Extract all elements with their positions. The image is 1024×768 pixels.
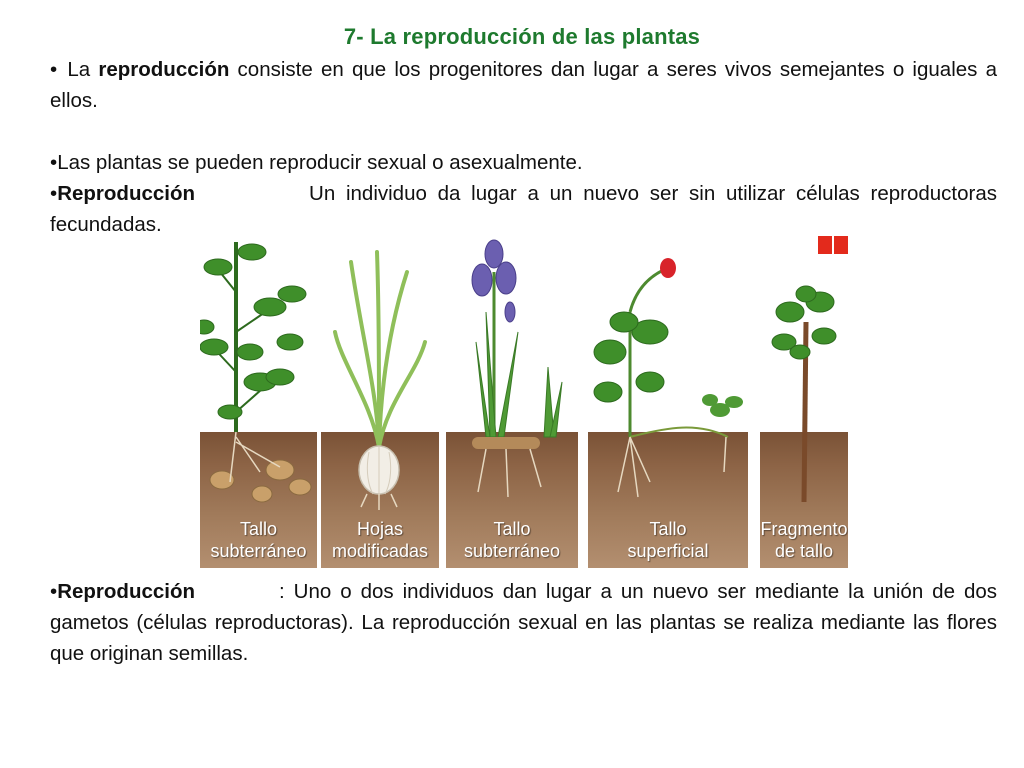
paragraph-sexual — [50, 576, 997, 669]
red-square — [834, 236, 848, 254]
panel-caption — [760, 518, 848, 562]
text: La — [59, 58, 99, 81]
caption-line: modificadas — [331, 541, 429, 561]
bold-term: Reproducción — [57, 580, 196, 603]
panel-stem-cutting — [760, 232, 848, 568]
caption-line: superficial — [627, 541, 709, 561]
paragraph-definition — [50, 54, 997, 116]
bold-term: reproducción — [98, 58, 230, 81]
red-square — [818, 236, 832, 254]
text: Las plantas se pueden reproducir sexual o asexualmente. — [57, 151, 583, 174]
caption-line: subterráneo — [463, 541, 561, 561]
plant-illustration-strip — [200, 232, 848, 568]
paragraph-types — [50, 147, 997, 178]
caption-line: Tallo — [649, 519, 687, 539]
panel-caption — [321, 518, 439, 562]
panel-potato — [200, 232, 317, 568]
text: : Uno o dos individuos dan lugar a un nuevo ser mediante la unión de dos gametos (células reproductoras). La reproducción sexual en las plantas se realiza mediante las flores que originan semillas. — [50, 580, 997, 665]
paragraph-asexual — [50, 178, 997, 240]
bullet: • — [50, 580, 58, 603]
caption-line: subterráneo — [210, 541, 307, 561]
text: Un individuo da lugar a un nuevo ser sin utilizar células reproductoras fecundadas. — [50, 182, 997, 236]
panel-caption — [446, 518, 578, 562]
caption-line: Fragmento — [760, 519, 848, 539]
page-title: 7- La reproducción de las plantas — [343, 24, 701, 49]
caption-line: de tallo — [774, 541, 834, 561]
red-square-marker — [818, 236, 848, 254]
text: consiste en que los progenitores dan lugar a seres vivos semejantes o iguales a ellos. — [50, 58, 997, 112]
panel-strawberry — [588, 232, 748, 568]
panel-caption — [200, 518, 317, 562]
bullet: • — [50, 151, 58, 174]
bullet: • — [50, 58, 58, 81]
panel-caption — [588, 518, 748, 562]
panel-iris — [446, 232, 578, 568]
caption-line: Tallo — [239, 519, 278, 539]
bullet: • — [50, 182, 58, 205]
caption-line: Tallo — [493, 519, 531, 539]
bold-term: Reproducción — [57, 182, 196, 205]
panel-garlic — [321, 232, 439, 568]
caption-line: Hojas — [356, 519, 404, 539]
